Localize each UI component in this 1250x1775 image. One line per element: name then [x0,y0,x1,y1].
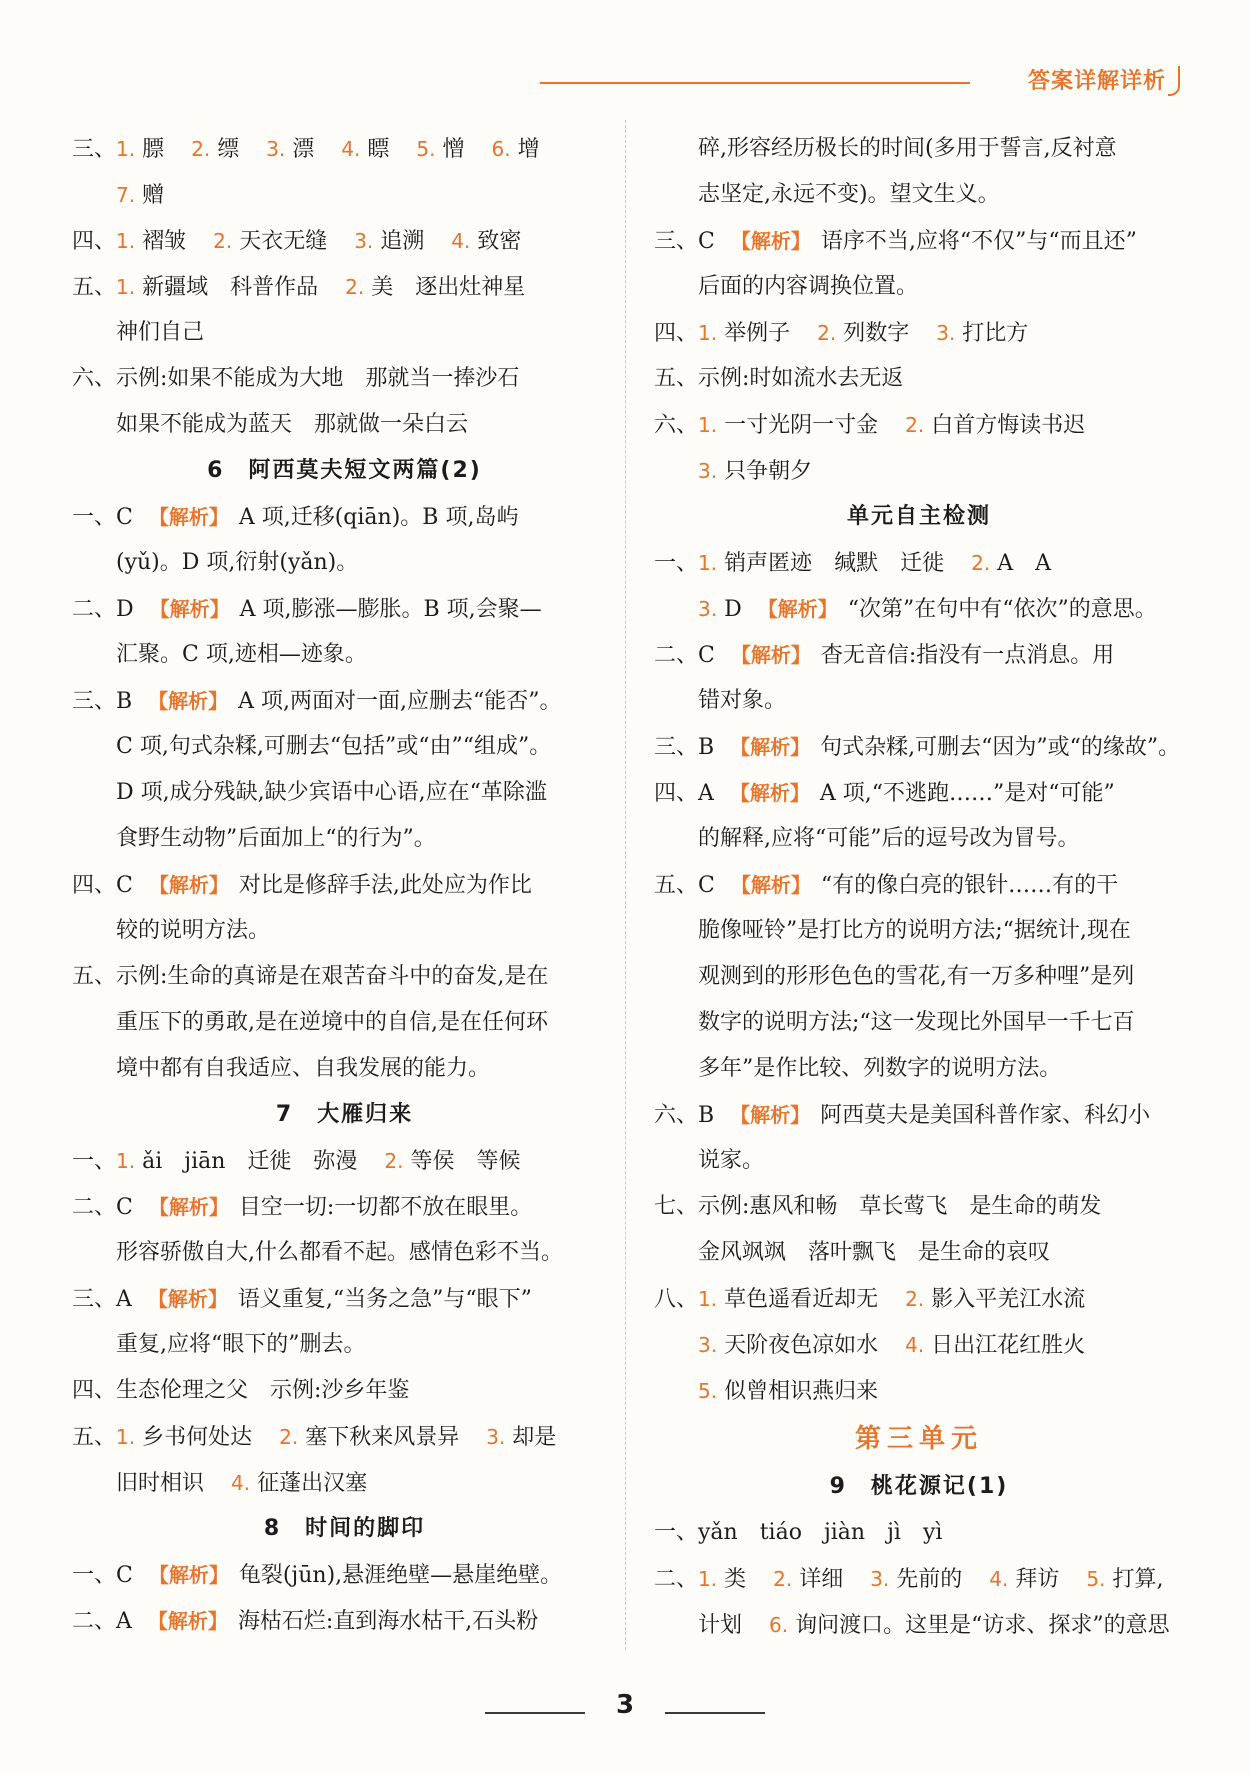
page-number: 3 [615,1690,635,1720]
answer-line: 五、示例:时如流水去无返 [654,366,904,391]
analysis-tag: 【解析】 [148,873,229,897]
answer-line: 碎,形容经历极长的时间(多用于誓言,反衬意 [698,136,1117,161]
answer-line: 五、C 【解析】 “有的像白亮的银针……有的干 [654,873,1119,898]
answer-line: 7. 赠 [116,183,165,208]
answer-line: (yǔ)。D 项,衍射(yǎn)。 [116,550,359,575]
page-footer [0,1690,1250,1730]
section-title: 8 时间的脚印 [263,1516,426,1541]
answer-line: 二、D 【解析】 A 项,膨涨—膨胀。B 项,会聚— [72,597,542,622]
answer-line: 3. 天阶夜色凉如水 4. 日出江花红胜火 [698,1333,1086,1358]
answer-line: 四、1. 褶皱 2. 天衣无缝 3. 追溯 4. 致密 [72,229,522,254]
header-rule [540,82,970,84]
analysis-tag: 【解析】 [149,597,230,621]
answer-line: 四、C 【解析】 对比是修辞手法,此处应为作比 [72,873,532,898]
answer-line: 二、C 【解析】 目空一切:一切都不放在眼里。 [72,1195,533,1220]
answer-line: 二、C 【解析】 杳无音信:指没有一点消息。用 [654,643,1115,668]
header-bracket [1168,66,1180,96]
answer-line: 5. 似曾相识燕归来 [698,1379,879,1404]
answer-line: 计划 6. 询问渡口。这里是“访求、探求”的意思 [698,1613,1170,1638]
answer-line: 观测到的形形色色的雪花,有一万多种哩”是列 [698,964,1135,989]
analysis-tag: 【解析】 [730,229,811,253]
answer-line: 说家。 [698,1148,765,1173]
answer-line: 七、示例:惠风和畅 草长莺飞 是生命的萌发 [654,1194,1102,1219]
answer-line: 形容骄傲自大,什么都看不起。感情色彩不当。 [116,1240,563,1265]
analysis-tag: 【解析】 [730,1103,811,1127]
answer-line: 八、1. 草色遥看近却无 2. 影入平羌江水流 [654,1287,1086,1312]
answer-line: 二、A 【解析】 海枯石烂:直到海水枯干,石头粉 [72,1609,539,1634]
answer-line: 旧时相识 4. 征蓬出汉塞 [116,1471,368,1496]
header-title: 答案详解详析 [1027,69,1166,94]
answer-line: 神们自己 [116,320,205,345]
answer-line: 后面的内容调换位置。 [698,274,919,299]
footer-rule-left [485,1712,585,1714]
answer-line: 一、C 【解析】 A 项,迁移(qiān)。B 项,岛屿 [72,505,519,530]
answer-line: 一、C 【解析】 龟裂(jūn),悬涯绝壁—悬崖绝壁。 [72,1563,563,1588]
section-title: 9 桃花源记(1) [829,1474,1009,1499]
analysis-tag: 【解析】 [148,689,229,713]
answer-line: 四、1. 举例子 2. 列数字 3. 打比方 [654,321,1029,346]
answer-line: 三、1. 膘 2. 缥 3. 漂 4. 瞟 5. 憎 6. 增 [72,137,540,162]
answer-line: 五、示例:生命的真谛是在艰苦奋斗中的奋发,是在 [72,964,549,989]
answer-line: 重压下的勇敢,是在逆境中的自信,是在任何环 [116,1010,548,1035]
footer-rule-right [665,1712,765,1714]
right-column [654,126,1184,1648]
answer-line: 三、B 【解析】 句式杂糅,可删去“因为”或“的缘故”。 [654,735,1181,760]
section-title: 6 阿西莫夫短文两篇(2) [207,458,482,483]
analysis-tag: 【解析】 [147,1609,228,1633]
analysis-tag: 【解析】 [148,505,229,529]
section-title: 单元自主检测 [846,504,991,529]
answer-line: 三、A 【解析】 语义重复,“当务之急”与“眼下” [72,1287,532,1312]
page-header [540,64,1180,104]
analysis-tag: 【解析】 [730,735,811,759]
column-divider [625,120,626,1650]
analysis-tag: 【解析】 [757,597,838,621]
answer-line: 五、1. 乡书何处达 2. 塞下秋来风景异 3. 却是 [72,1425,557,1450]
answer-line: 六、B 【解析】 阿西莫夫是美国科普作家、科幻小 [654,1103,1151,1128]
answer-line: 金风飒飒 落叶飘飞 是生命的哀叹 [698,1240,1051,1265]
answer-line: 错对象。 [698,688,787,713]
analysis-tag: 【解析】 [729,781,810,805]
answer-line: 多年”是作比较、列数字的说明方法。 [698,1056,1062,1081]
answer-line: 3. D 【解析】 “次第”在句中有“依次”的意思。 [698,597,1157,622]
answer-line: 五、1. 新疆域 科普作品 2. 美 逐出灶神星 [72,275,526,300]
answer-line: 食野生动物”后面加上“的行为”。 [116,826,436,851]
answer-line: 六、示例:如果不能成为大地 那就当一捧沙石 [72,366,520,391]
answer-line: 一、1. 销声匿迹 缄默 迁徙 2. A A [654,551,1051,576]
left-column [72,126,617,1644]
answer-line: 3. 只争朝夕 [698,459,813,484]
answer-line: 的解释,应将“可能”后的逗号改为冒号。 [698,826,1080,851]
analysis-tag: 【解析】 [730,873,811,897]
answer-line: 重复,应将“眼下的”删去。 [116,1332,366,1357]
analysis-tag: 【解析】 [147,1287,228,1311]
analysis-tag: 【解析】 [730,643,811,667]
answer-line: C 项,句式杂糅,可删去“包括”或“由”“组成”。 [116,734,552,759]
answer-line: 脆像哑铃”是打比方的说明方法;“据统计,现在 [698,918,1131,943]
analysis-tag: 【解析】 [148,1195,229,1219]
answer-line: D 项,成分残缺,缺少宾语中心语,应在“革除滥 [116,780,547,805]
unit-title: 第三单元 [854,1424,983,1454]
answer-line: 三、B 【解析】 A 项,两面对一面,应删去“能否”。 [72,689,562,714]
answer-line: 四、A 【解析】 A 项,“不逃跑……”是对“可能” [654,781,1115,806]
answer-line: 六、1. 一寸光阴一寸金 2. 白首方悔读书迟 [654,413,1086,438]
answer-line: 志坚定,永远不变)。望文生义。 [698,182,1000,207]
answer-line: 一、yǎn tiáo jiàn jì yì [654,1520,943,1545]
answer-line: 三、C 【解析】 语序不当,应将“不仅”与“而且还” [654,229,1137,254]
section-title: 7 大雁归来 [275,1102,414,1127]
answer-line: 如果不能成为蓝天 那就做一朵白云 [116,412,469,437]
answer-line: 四、生态伦理之父 示例:沙乡年鉴 [72,1378,410,1403]
answer-line: 数字的说明方法;“这一发现比外国早一千七百 [698,1010,1135,1035]
answer-line: 境中都有自我适应、自我发展的能力。 [116,1056,491,1081]
analysis-tag: 【解析】 [148,1563,229,1587]
answer-line: 汇聚。C 项,迹相—迹象。 [116,642,367,667]
answer-line: 较的说明方法。 [116,918,271,943]
answer-line: 一、1. ǎi jiān 迁徙 弥漫 2. 等侯 等候 [72,1149,521,1174]
answer-line: 二、1. 类 2. 详细 3. 先前的 4. 拜访 5. 打算, [654,1567,1164,1592]
